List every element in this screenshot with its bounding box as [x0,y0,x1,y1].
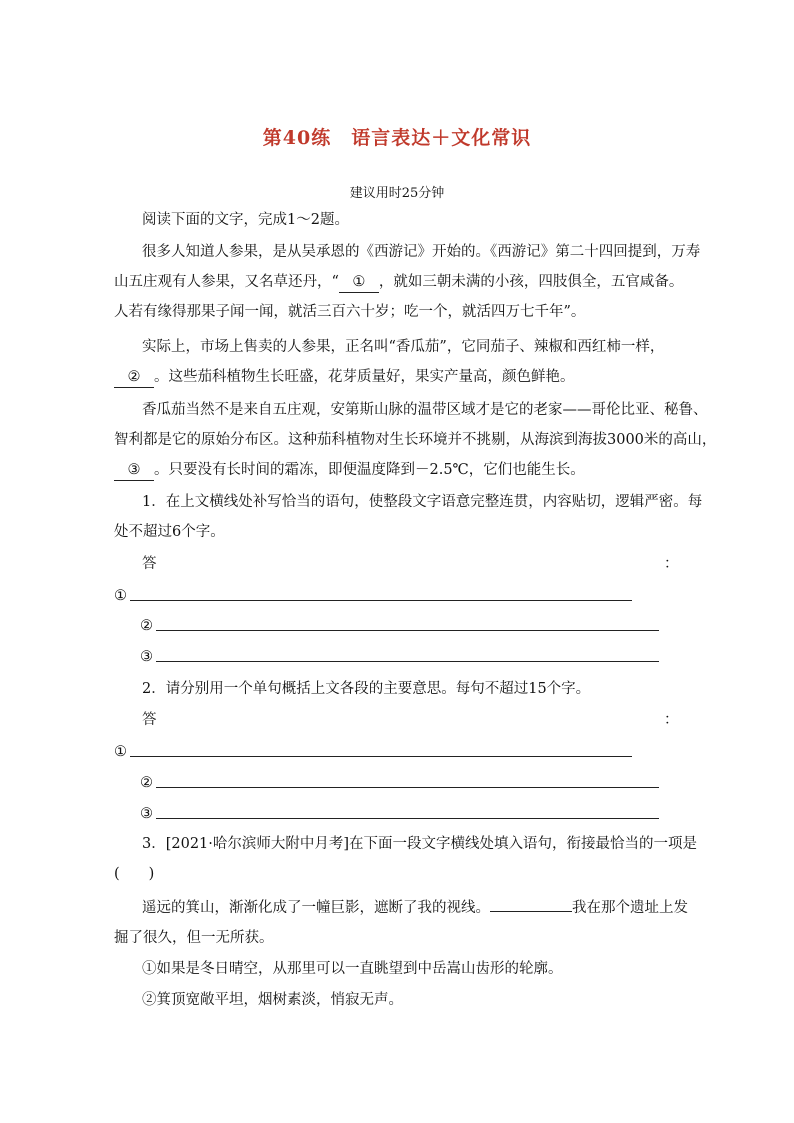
q1-mark-3: ③ [140,649,153,665]
p1-line-2-post: ，就如三朝未满的小孩，四肢俱全，五官咸备。 [378,274,684,290]
q3-prompt-line-1: 3．[2021·哈尔滨师大附中月考]在下面一段文字横线处填入语句，衔接最恰当的一项是 [142,836,698,852]
q1-mark-2: ② [140,618,153,634]
blank-1: ① [339,272,379,293]
q1-answer-colon: ： [664,556,679,572]
q2-prompt: 2．请分别用一个单句概括上文各段的主要意思。每句不超过15个字。 [142,681,591,697]
page-title: 第40练 语言表达＋文化常识 [262,127,532,149]
p2-line-2 [114,367,575,388]
q2-answer-colon: ： [664,712,679,728]
q2-answer-line-3[interactable] [156,818,659,819]
p1-line-3: 人若有缘得那果子闻一闻，就活三百六十岁；吃一个，就活四万七千年”。 [114,304,586,320]
p3-line-3 [114,460,585,481]
q1-mark-1: ① [114,588,127,604]
q1-answer-label: 答 [142,556,157,572]
q3-passage-blank [490,911,572,912]
p3-line-1: 香瓜茄当然不是来自五庄观，安第斯山脉的温带区域才是它的老家——哥伦比亚、秘鲁、 [142,402,708,418]
p1-line-2-pre: 山五庄观有人参果，又名草还丹，“ [114,274,339,290]
q2-answer-line-2[interactable] [156,787,659,788]
q3-choice-bracket: ( ) [114,866,155,882]
q3-passage-post: 我在那个遗址上发 [572,900,688,916]
q3-option-2: ②箕顶宽敞平坦，烟树素淡，悄寂无声。 [142,992,403,1008]
q3-passage-pre: 遥远的箕山，渐渐化成了一幢巨影，遮断了我的视线。 [142,900,490,916]
p3-line-2: 智利都是它的原始分布区。这种茄科植物对生长环境并不挑剔，从海滨到海拔3000米的高山， [114,432,717,448]
q3-option-1: ①如果是冬日晴空，从那里可以一直眺望到中岳嵩山齿形的轮廓。 [142,961,563,977]
p1-line-2 [114,272,683,293]
q1-prompt-line-1: 1．在上文横线处补写恰当的语句，使整段文字语意完整连贯，内容贴切，逻辑严密。每 [142,494,703,510]
reading-instruction: 阅读下面的文字，完成1～2题。 [142,212,349,228]
q1-answer-line-3[interactable] [156,661,659,662]
q2-answer-line-1[interactable] [130,756,632,757]
p1-line-1: 很多人知道人参果，是从吴承恩的《西游记》开始的。《西游记》第二十四回提到，万寿 [142,244,701,260]
blank-2: ② [114,367,154,388]
p2-line-1: 实际上，市场上售卖的人参果，正名叫“香瓜茄”，它同茄子、辣椒和西红柿一样， [142,339,665,355]
q2-mark-3: ③ [140,806,153,822]
q2-mark-1: ① [114,744,127,760]
time-suggestion: 建议用时25分钟 [349,186,445,201]
q1-prompt-line-2: 处不超过6个字。 [114,524,225,540]
p3-line-3-post: 。只要没有长时间的霜冻，即便温度降到－2.5℃，它们也能生长。 [154,462,585,478]
q3-passage-line-1 [142,898,688,918]
p2-line-2-post: 。这些茄科植物生长旺盛，花芽质量好，果实产量高，颜色鲜艳。 [154,369,575,385]
q2-mark-2: ② [140,775,153,791]
q3-passage-line-2: 掘了很久，但一无所获。 [114,930,274,946]
q2-answer-label: 答 [142,712,157,728]
blank-3: ③ [114,460,154,481]
q1-answer-line-1[interactable] [130,600,632,601]
q1-answer-line-2[interactable] [156,630,659,631]
